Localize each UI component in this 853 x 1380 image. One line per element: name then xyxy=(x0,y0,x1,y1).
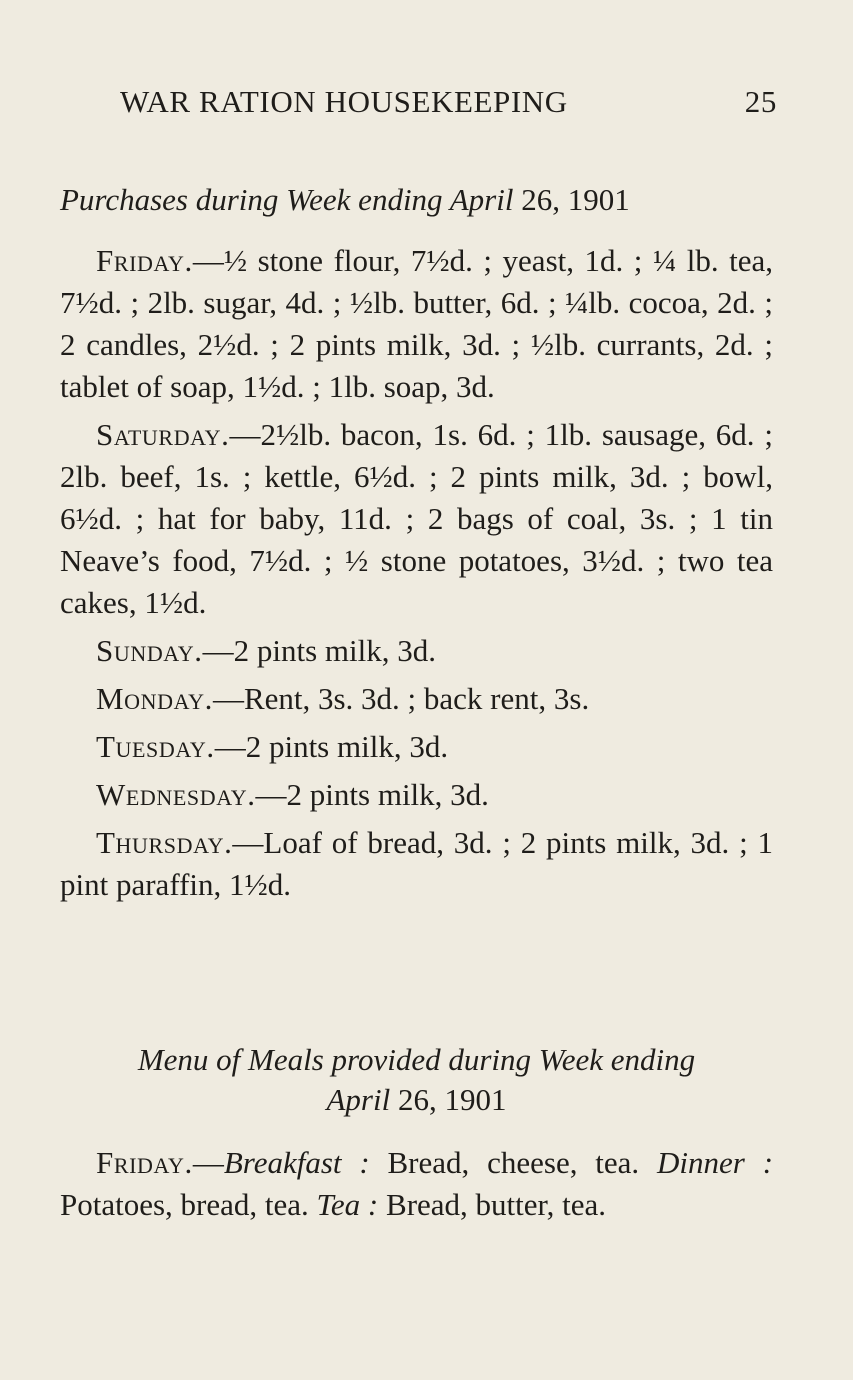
menu-heading-line1: Menu of Meals provided during Week ending xyxy=(137,1042,696,1077)
dinner-text: Potatoes, bread, tea. xyxy=(60,1187,317,1222)
purchases-heading xyxy=(60,180,773,220)
entry-text: —2 pints milk, 3d. xyxy=(214,729,449,764)
day-label: Tuesday. xyxy=(96,729,215,764)
running-head xyxy=(120,84,777,120)
purchase-entry-monday xyxy=(60,678,773,720)
menu-heading-line2 xyxy=(60,1080,773,1120)
breakfast-label: Breakfast : xyxy=(223,1145,370,1180)
day-label: Thursday. xyxy=(96,825,233,860)
purchase-entry-saturday xyxy=(60,414,773,624)
purchase-entry-thursday xyxy=(60,822,773,906)
tea-text: Bread, butter, tea. xyxy=(378,1187,606,1222)
purchase-entry-sunday xyxy=(60,630,773,672)
day-label: Wednesday. xyxy=(96,777,256,812)
day-label: Friday. xyxy=(96,1145,193,1180)
purchases-heading-text: Purchases during Week ending April xyxy=(60,182,514,217)
purchase-entry-tuesday xyxy=(60,726,773,768)
dash: — xyxy=(192,1145,224,1180)
entry-text: —Rent, 3s. 3d. ; back rent, 3s. xyxy=(212,681,590,716)
breakfast-text: Bread, cheese, tea. xyxy=(369,1145,640,1180)
entry-text: —2½lb. bacon, 1s. 6d. ; 1lb. sausage, 6d. ; 2lb. beef, 1s. ; kettle, 6½d. ; 2 pints milk, 3d. ; bowl, 6½d. ; hat for baby, 11d. ; 2 bags of coal, 3s. ; 1 tin Neave’s food, 7½d. ; ½ stone potatoes, 3½d. ; two tea cakes, 1½d. xyxy=(60,417,773,620)
running-head-title: WAR RATION HOUSEKEEPING xyxy=(120,84,568,119)
page-number: 25 xyxy=(744,84,777,119)
purchases-heading-date: 26, 1901 xyxy=(513,182,630,217)
purchase-entry-wednesday xyxy=(60,774,773,816)
tea-label: Tea : xyxy=(316,1187,379,1222)
entry-text: —2 pints milk, 3d. xyxy=(255,777,489,812)
day-label: Monday. xyxy=(96,681,213,716)
entry-text: —½ stone flour, 7½d. ; yeast, 1d. ; ¼ lb. tea, 7½d. ; 2lb. sugar, 4d. ; ½lb. butter, 6d. ; ¼lb. cocoa, 2d. ; 2 candles, 2½d. ; 2 pints milk, 3d. ; ½lb. currants, 2d. ; tablet of soap, 1½d. ; 1lb. soap, 3d. xyxy=(60,243,773,404)
day-label: Friday. xyxy=(96,243,193,278)
purchases-list xyxy=(60,240,773,912)
menu-heading xyxy=(60,1040,773,1120)
menu-list xyxy=(60,1142,773,1226)
purchase-entry-friday xyxy=(60,240,773,408)
day-label: Saturday. xyxy=(96,417,230,452)
entry-text: —2 pints milk, 3d. xyxy=(202,633,437,668)
menu-heading-date: 26, 1901 xyxy=(390,1082,507,1117)
dinner-label: Dinner : xyxy=(657,1145,774,1180)
entry-text: —Loaf of bread, 3d. ; 2 pints milk, 3d. ; 1 pint paraffin, 1½d. xyxy=(60,825,773,902)
menu-entry-friday xyxy=(60,1142,773,1226)
menu-heading-month: April xyxy=(326,1082,391,1117)
day-label: Sunday. xyxy=(96,633,203,668)
